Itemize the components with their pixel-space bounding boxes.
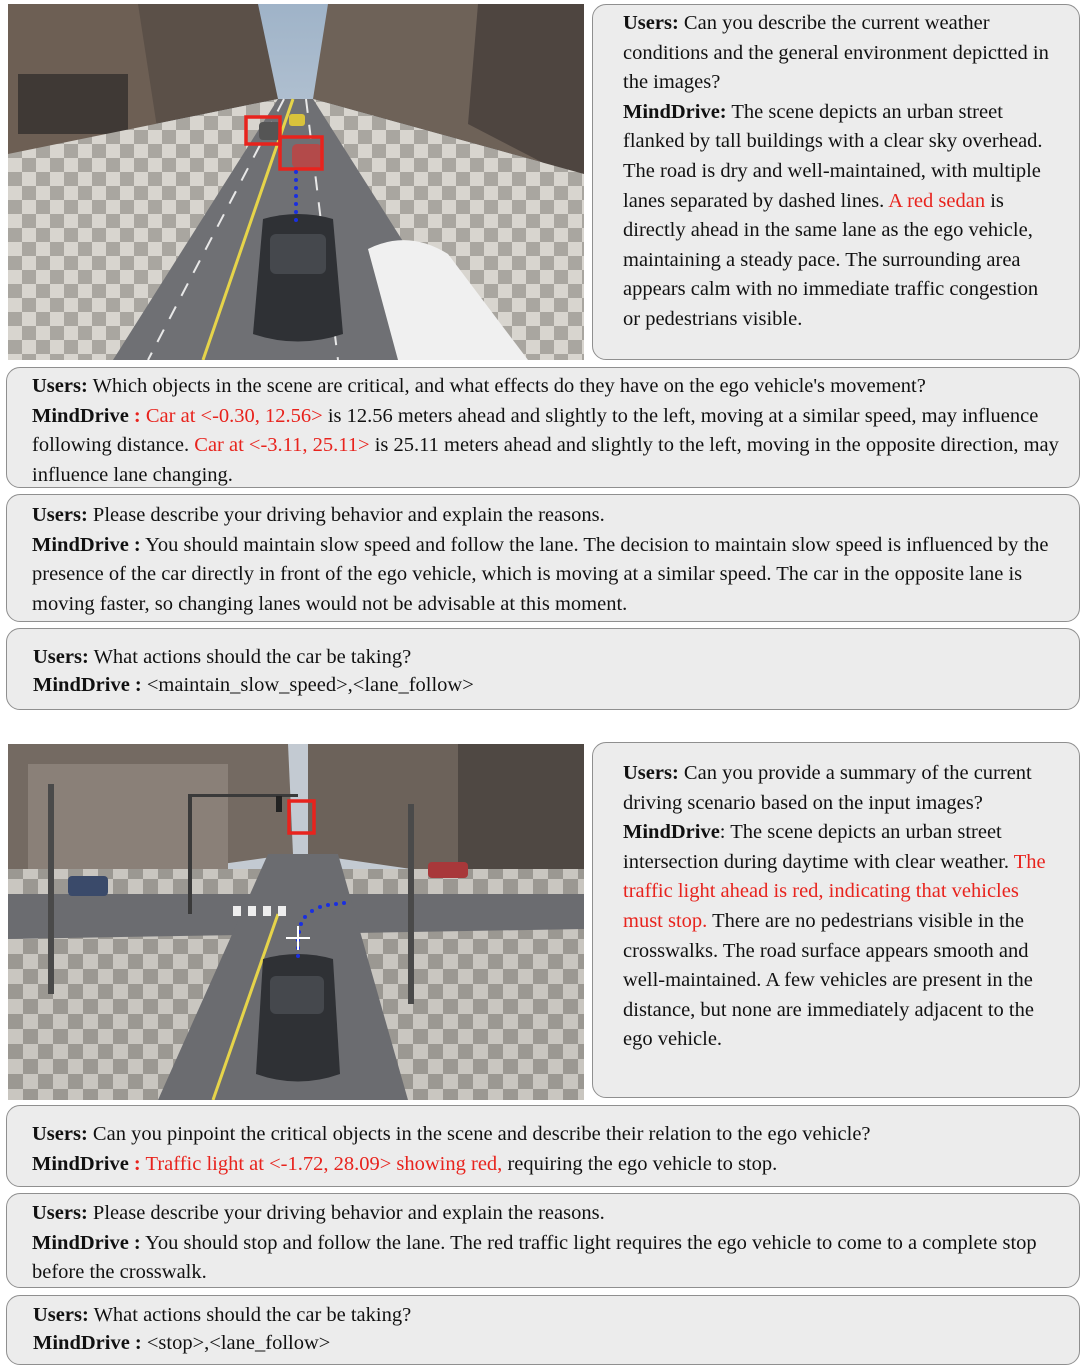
model-label: MindDrive bbox=[32, 1231, 129, 1254]
answer-text: The scene depicts an urban street flanked by tall buildings with a clear sky overhead. The road is dry and well-maintained, with multiple lanes separated by dashed lines. bbox=[623, 100, 1043, 212]
user-label: Users: bbox=[33, 646, 89, 668]
scene2-behavior-qa: Users: Please describe your driving behavior and explain the reasons. MindDrive : You should stop and follow the lane. The red traffic light requires the ego vehicle to come to a complete stop before the crosswalk. bbox=[6, 1193, 1080, 1288]
scene1-weather-qa: Users: Can you describe the current weather conditions and the general environment depictted in the images? MindDrive: The scene depicts an urban street flanked by tall buildings with a clear sky overhead. The road is dry and well-maintained, with multiple lanes separated by dashed lines. A red sedan is directly ahead in the same lane as the ego vehicle, maintaining a steady pace. The surrounding area appears calm with no immediate traffic congestion or pedestrians visible. bbox=[592, 4, 1080, 360]
answer-text: is 12.56 meters ahead and slightly to the left, moving at a similar speed, may influence following distance. bbox=[32, 404, 1039, 457]
scene2-camera-image bbox=[8, 744, 584, 1100]
scene2-summary-qa bbox=[592, 742, 1080, 1098]
question-text: Can you pinpoint the critical objects in the scene and describe their relation to the ego vehicle? bbox=[92, 1123, 871, 1145]
model-label: MindDrive bbox=[32, 1152, 129, 1175]
user-label: Users: bbox=[32, 1202, 88, 1224]
question-text: Can you provide a summary of the current driving scenario based on the input images? bbox=[623, 762, 1032, 814]
action-tokens: <stop>,<lane_follow> bbox=[146, 1332, 331, 1354]
user-label: Users: bbox=[623, 12, 679, 34]
scene2-actions-qa: Users: What actions should the car be taking? MindDrive : <stop>,<lane_follow> bbox=[6, 1295, 1080, 1365]
user-label: Users: bbox=[623, 762, 679, 784]
model-label: MindDrive bbox=[33, 674, 130, 696]
answer-text: : The scene depicts an urban street intersection during daytime with clear weather. bbox=[623, 821, 1009, 873]
answer-text: You should stop and follow the lane. The red traffic light requires the ego vehicle to come to a complete stop before the crosswalk. bbox=[32, 1231, 1037, 1284]
user-label: Users: bbox=[33, 1304, 89, 1326]
scene1-critical-objects-qa: Users: Which objects in the scene are critical, and what effects do they have on the ego vehicle's movement? MindDrive : Car at <-0.30, 12.56> is 12.56 meters ahead and slightly to the left, moving at a similar speed, may influence following distance. Car at <-3.11, 25.11> is 25.11 meters ahead and slightly to the left, moving in the opposite direction, may influence lane changing. bbox=[6, 367, 1080, 488]
scene1-actions-qa: Users: What actions should the car be taking? MindDrive : <maintain_slow_speed>,<lane_follow> bbox=[6, 628, 1080, 710]
answer-text: There are no pedestrians visible in the crosswalks. The road surface appears smooth and well-maintained. A few vehicles are present in the distance, but none are immediately adjacent to the ego vehicle. bbox=[623, 909, 1034, 1051]
answer-text: is directly ahead in the same lane as the ego vehicle, maintaining a steady pace. The surrounding area appears calm with no immediate traffic congestion or pedestrians visible. bbox=[623, 189, 1039, 330]
scene2-critical-objects-qa: Users: Can you pinpoint the critical objects in the scene and describe their relation to the ego vehicle? MindDrive : Traffic light at <-1.72, 28.09> showing red, requiring the ego vehicle to stop. bbox=[6, 1105, 1080, 1187]
scene1-camera-image bbox=[8, 4, 584, 360]
answer-text: You should maintain slow speed and follow the lane. The decision to maintain slow speed is influenced by the presence of the car directly in front of the ego vehicle, which is moving at a similar speed. The car in the opposite lane is moving faster, so changing lanes would not be advisable at this moment. bbox=[32, 533, 1049, 615]
user-label: Users: bbox=[32, 1123, 88, 1145]
model-label: MindDrive bbox=[623, 821, 720, 844]
highlight-text: The traffic light ahead is red, indicating that vehicles must stop. bbox=[623, 850, 1046, 932]
answer-text: is 25.11 meters ahead and slightly to the left, moving in the opposite direction, may influence lane changing. bbox=[32, 434, 1059, 486]
question-text: Can you describe the current weather conditions and the general environment depictted in the images? bbox=[623, 12, 1049, 94]
critical-object-1: Car at <-0.30, 12.56> bbox=[145, 404, 323, 427]
model-label: MindDrive bbox=[33, 1332, 130, 1354]
critical-object-2: Car at <-3.11, 25.11> bbox=[194, 434, 370, 457]
question-text: What actions should the car be taking? bbox=[93, 1304, 412, 1326]
question-text: Which objects in the scene are critical, and what effects do they have on the ego vehicle's movement? bbox=[92, 375, 926, 397]
action-tokens: <maintain_slow_speed>,<lane_follow> bbox=[146, 674, 474, 696]
model-label: MindDrive bbox=[32, 533, 129, 556]
user-label: Users: bbox=[32, 375, 88, 397]
user-label: Users: bbox=[32, 504, 88, 526]
model-label: MindDrive bbox=[32, 404, 129, 427]
question-text: What actions should the car be taking? bbox=[93, 646, 412, 668]
critical-object-1: Traffic light at <-1.72, 28.09> showing red, bbox=[145, 1152, 503, 1175]
highlight-text: A red sedan bbox=[888, 189, 986, 212]
answer-text: requiring the ego vehicle to stop. bbox=[507, 1152, 778, 1175]
question-text: Please describe your driving behavior and explain the reasons. bbox=[92, 504, 605, 526]
question-text: Please describe your driving behavior and explain the reasons. bbox=[92, 1202, 605, 1224]
model-label: MindDrive bbox=[623, 100, 720, 123]
scene1-behavior-qa: Users: Please describe your driving behavior and explain the reasons. MindDrive : You should maintain slow speed and follow the lane. The decision to maintain slow speed is influenced by the presence of the car directly in front of the ego vehicle, which is moving at a similar speed. The car in the opposite lane is moving faster, so changing lanes would not be advisable at this moment. bbox=[6, 494, 1080, 622]
